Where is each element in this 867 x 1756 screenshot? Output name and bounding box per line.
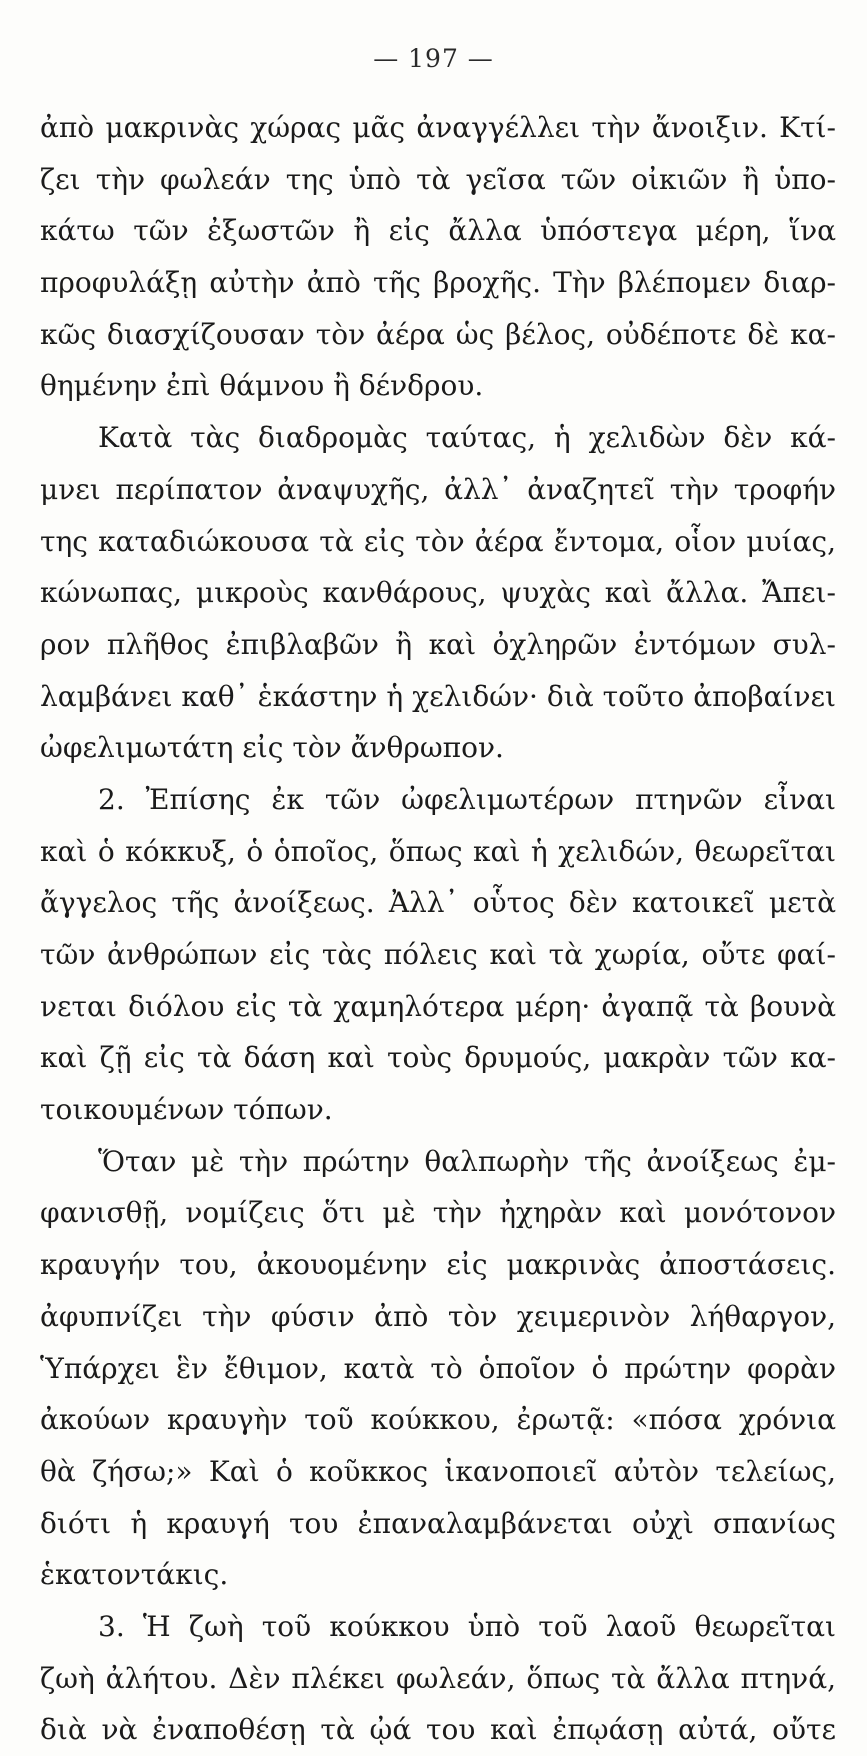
text-line: ἀπὸ μακρινὰς χώρας μᾶς ἀναγγέλλει τὴν ἄνοιξιν. Κτί- [40,111,836,144]
text-line: θὰ ζήσω;» Καὶ ὁ κοῦκκος ἱκανοποιεῖ αὐτὸν τελείως, [40,1454,836,1488]
text-line: ὠφελιμωτάτη εἰς τὸν ἄνθρωπον. [40,731,504,765]
body-text [40,102,836,1756]
text-line: καὶ ὁ κόκκυξ, ὁ ὁποῖος, ὅπως καὶ ἡ χελιδών, θεωρεῖται [40,834,836,868]
text-line: της καταδιώκουσα τὰ εἰς τὸν ἀέρα ἔντομα, οἷον μυίας, [40,524,836,558]
text-line: κάτω τῶν ἐξωστῶν ἢ εἰς ἄλλα ὑπόστεγα μέρη, ἵνα [40,214,836,248]
text-line: ἀκούων κραυγὴν τοῦ κούκκου, ἐρωτᾷ: «πόσα χρόνια [40,1403,836,1437]
text-line: 3. Ἡ ζωὴ τοῦ κούκκου ὑπὸ τοῦ λαοῦ θεωρεῖται [98,1609,836,1643]
text-line: λαμβάνει καθ᾽ ἑκάστην ἡ χελιδών· διὰ τοῦτο ἀποβαίνει [40,679,836,713]
text-line: προφυλάξῃ αὐτὴν ἀπὸ τῆς βροχῆς. Τὴν βλέπομεν διαρ- [40,266,836,300]
text-line: τοικουμένων τόπων. [40,1093,333,1127]
text-line: ζει τὴν φωλεάν της ὑπὸ τὰ γεῖσα τῶν οἰκιῶν ἢ ὑπο- [40,162,836,196]
text-line: 2. Ἐπίσης ἐκ τῶν ὠφελιμωτέρων πτηνῶν εἶναι [98,782,836,816]
text-line: κραυγήν του, ἀκουομένην εἰς μακρινὰς ἀποστάσεις. [40,1248,836,1282]
text-line: διότι ἡ κραυγή του ἐπαναλαμβάνεται οὐχὶ σπανίως [40,1506,836,1540]
text-line: κῶς διασχίζουσαν τὸν ἀέρα ὡς βέλος, οὐδέποτε δὲ κα- [40,317,836,351]
text-line: νεται διόλου εἰς τὰ χαμηλότερα μέρη· ἀγαπᾷ τὰ βουνὰ [40,989,836,1023]
text-line: ζωὴ ἀλήτου. Δὲν πλέκει φωλεάν, ὅπως τὰ ἄλλα πτηνά, [40,1661,836,1695]
text-line: Ὅταν μὲ τὴν πρώτην θαλπωρὴν τῆς ἀνοίξεως ἐμ- [98,1144,836,1178]
text-line: διὰ νὰ ἐναποθέσῃ τὰ ᾠά του καὶ ἐπῳάσῃ αὐτά, οὔτε [40,1713,836,1747]
text-line: κώνωπας, μικροὺς κανθάρους, ψυχὰς καὶ ἄλλα. Ἄπει- [40,576,836,610]
text-line: ἄγγελος τῆς ἀνοίξεως. Ἀλλ᾽ οὗτος δὲν κατοικεῖ μετὰ [40,886,836,920]
page-number: — 197 — [373,44,494,73]
text-line: ἀφυπνίζει τὴν φύσιν ἀπὸ τὸν χειμερινὸν λήθαργον, [40,1299,836,1333]
text-line: τῶν ἀνθρώπων εἰς τὰς πόλεις καὶ τὰ χωρία, οὔτε φαί- [40,938,836,971]
text-line: ρον πλῆθος ἐπιβλαβῶν ἢ καὶ ὀχληρῶν ἐντόμων συλ- [40,627,836,661]
text-line: θημένην ἐπὶ θάμνου ἢ δένδρου. [40,369,484,403]
text-line: καὶ ζῇ εἰς τὰ δάση καὶ τοὺς δρυμούς, μακρὰν τῶν κα- [40,1041,836,1075]
text-line: ἑκατοντάκις. [40,1558,229,1592]
text-line: μνει περίπατον ἀναψυχῆς, ἀλλ᾽ ἀναζητεῖ τὴν τροφήν [40,472,836,506]
text-line: φανισθῇ, νομίζεις ὅτι μὲ τὴν ἠχηρὰν καὶ μονότονον [40,1196,836,1230]
text-line: Ὑπάρχει ἓν ἔθιμον, κατὰ τὸ ὁποῖον ὁ πρώτην φορὰν [40,1351,836,1385]
text-line: Κατὰ τὰς διαδρομὰς ταύτας, ἡ χελιδὼν δὲν κά- [98,421,836,455]
